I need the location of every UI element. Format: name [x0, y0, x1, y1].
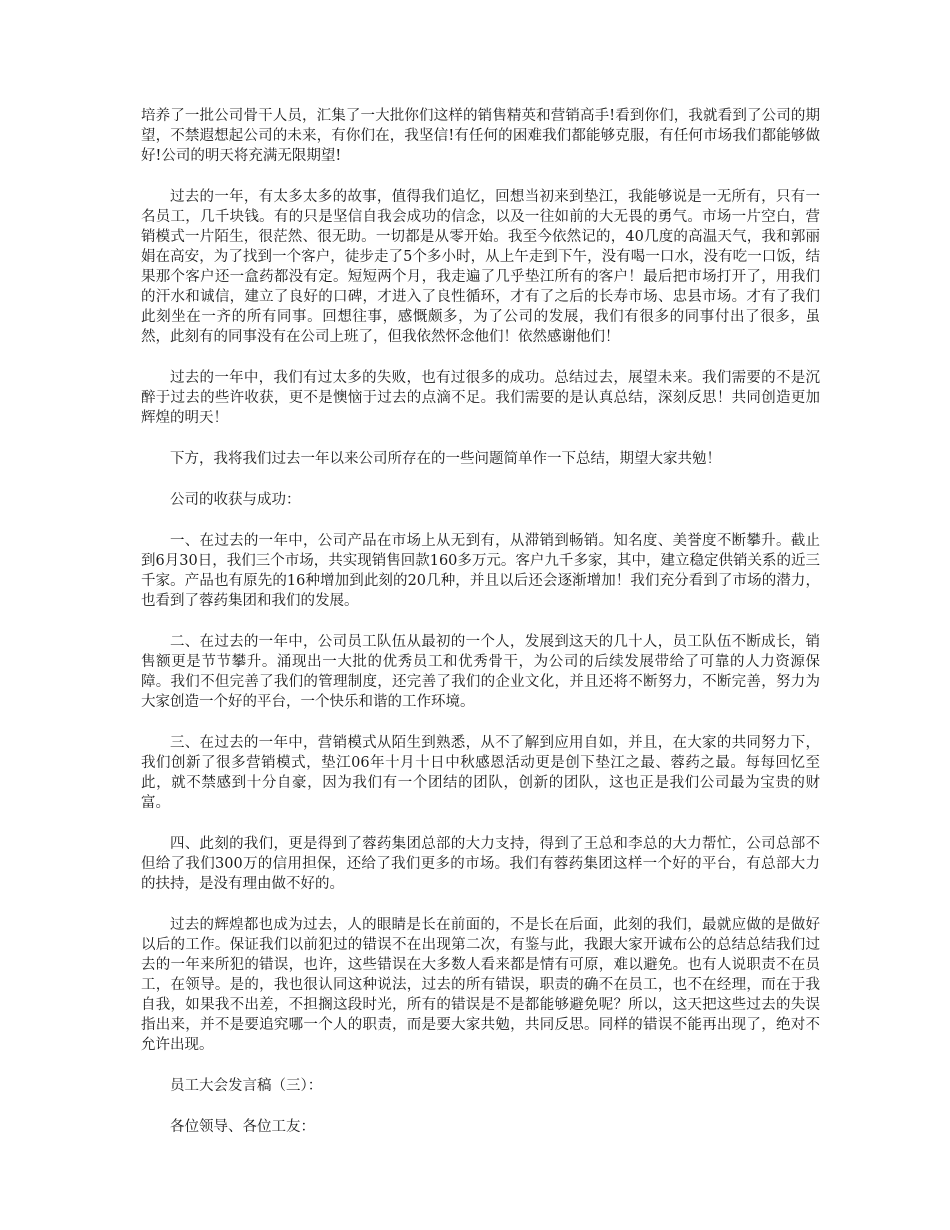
paragraph-point-3: 三、在过去的一年中，营销模式从陌生到熟悉，从不了解到应用自如，并且，在大家的共同努力下，我们创新了很多营销模式，垫江06年十月十日中秋感恩活动更是创下垫江之最、蓉药之最。每每回忆至此，就不禁感到十分自豪，因为我们有一个团结的团队，创新的团队，这也正是我们公司最为宝贵的财富。 — [141, 735, 820, 811]
paragraph-point-2: 二、在过去的一年中，公司员工队伍从最初的一个人，发展到这天的几十人，员工队伍不断成长，销售额更是节节攀升。涌现出一大批的优秀员工和优秀骨干，为公司的后续发展带给了可靠的人力资源保障。我们不但完善了我们的管理制度，还完善了我们的企业文化，并且还将不断努力，不断完善，努力为大家创造一个好的平台，一个快乐和谐的工作环境。 — [141, 634, 820, 710]
speech-title: 员工大会发言稿（三）： — [170, 1078, 323, 1094]
section-heading-achievements: 公司的收获与成功： — [170, 492, 301, 508]
paragraph-1: 培养了一批公司骨干人员，汇集了一大批你们这样的销售精英和营销高手!看到你们，我就看到了公司的期望，不禁遐想起公司的未来，有你们在，我坚信!有任何的困难我们都能够克服，有任何市场我们都能够做好!公司的明天将充满无限期望! — [141, 108, 820, 164]
paragraph-point-4: 四、此刻的我们，更是得到了蓉药集团总部的大力支持，得到了王总和李总的大力帮忙，公司总部不但给了我们300万的信用担保，还给了我们更多的市场。我们有蓉药集团这样一个好的平台，有总部大力的扶持，是没有理由做不好的。 — [141, 836, 820, 892]
paragraph-point-1: 一、在过去的一年中，公司产品在市场上从无到有，从滞销到畅销。知名度、美誉度不断攀升。截止到6月30日，我们三个市场，共实现销售回款160多万元。客户九千多家，其中，建立稳定供销关系的近三千家。产品也有原先的16种增加到此刻的20几种，并且以后还会逐渐增加！我们充分看到了市场的潜力，也看到了蓉药集团和我们的发展。 — [141, 533, 820, 609]
paragraph-3: 过去的一年中，我们有过太多的失败，也有过很多的成功。总结过去，展望未来。我们需要的不是沉醉于过去的些许收获，更不是懊恼于过去的点滴不足。我们需要的是认真总结，深刻反思！共同创造更加辉煌的明天！ — [141, 370, 820, 426]
paragraph-4: 下方，我将我们过去一年以来公司所存在的一些问题简单作一下总结，期望大家共勉！ — [170, 451, 721, 467]
paragraph-2: 过去的一年，有太多太多的故事，值得我们追忆，回想当初来到垫江，我能够说是一无所有，只有一名员工，几千块钱。有的只是坚信自我会成功的信念，以及一往如前的大无畏的勇气。市场一片空白，营销模式一片陌生，很茫然、很无助。一切都是从零开始。我至今依然记的，40几度的高温天气，我和郭丽娟在高安，为了找到一个客户，徒步走了5个多小时，从上午走到下午，没有喝一口水，没有吃一口饭，结果那个客户还一盒药都没有定。短短两个月，我走遍了几乎垫江所有的客户！最后把市场打开了，用我们的汗水和诚信，建立了良好的口碑，才进入了良性循环，才有了之后的长寿市场、忠县市场。才有了我们此刻坐在一齐的所有同事。回想往事，感慨颇多，为了公司的发展，我们有很多的同事付出了很多，虽然，此刻有的同事没有在公司上班了，但我依然怀念他们！依然感谢他们！ — [141, 189, 820, 345]
salutation: 各位领导、各位工友： — [170, 1119, 315, 1135]
paragraph-reflection: 过去的辉煌都也成为过去，人的眼睛是长在前面的，不是长在后面，此刻的我们，最就应做的是做好以后的工作。保证我们以前犯过的错误不在出现第二次，有鉴与此，我跟大家开诚布公的总结总结我们过去的一年来所犯的错误，也许，这些错误在大多数人看来都是情有可原，难以避免。也有人说职责不在员工，在领导。是的，我也很认同这种说法，过去的所有错误，职责的确不在员工，也不在经理，而在于我自我，如果我不出差，不担搁这段时光，所有的错误是不是都能够避免呢？所以，这天把这些过去的失误指出来，并不是要追究哪一个人的职责，而是要大家共勉，共同反思。同样的错误不能再出现了，绝对不允许出现。 — [141, 917, 820, 1053]
